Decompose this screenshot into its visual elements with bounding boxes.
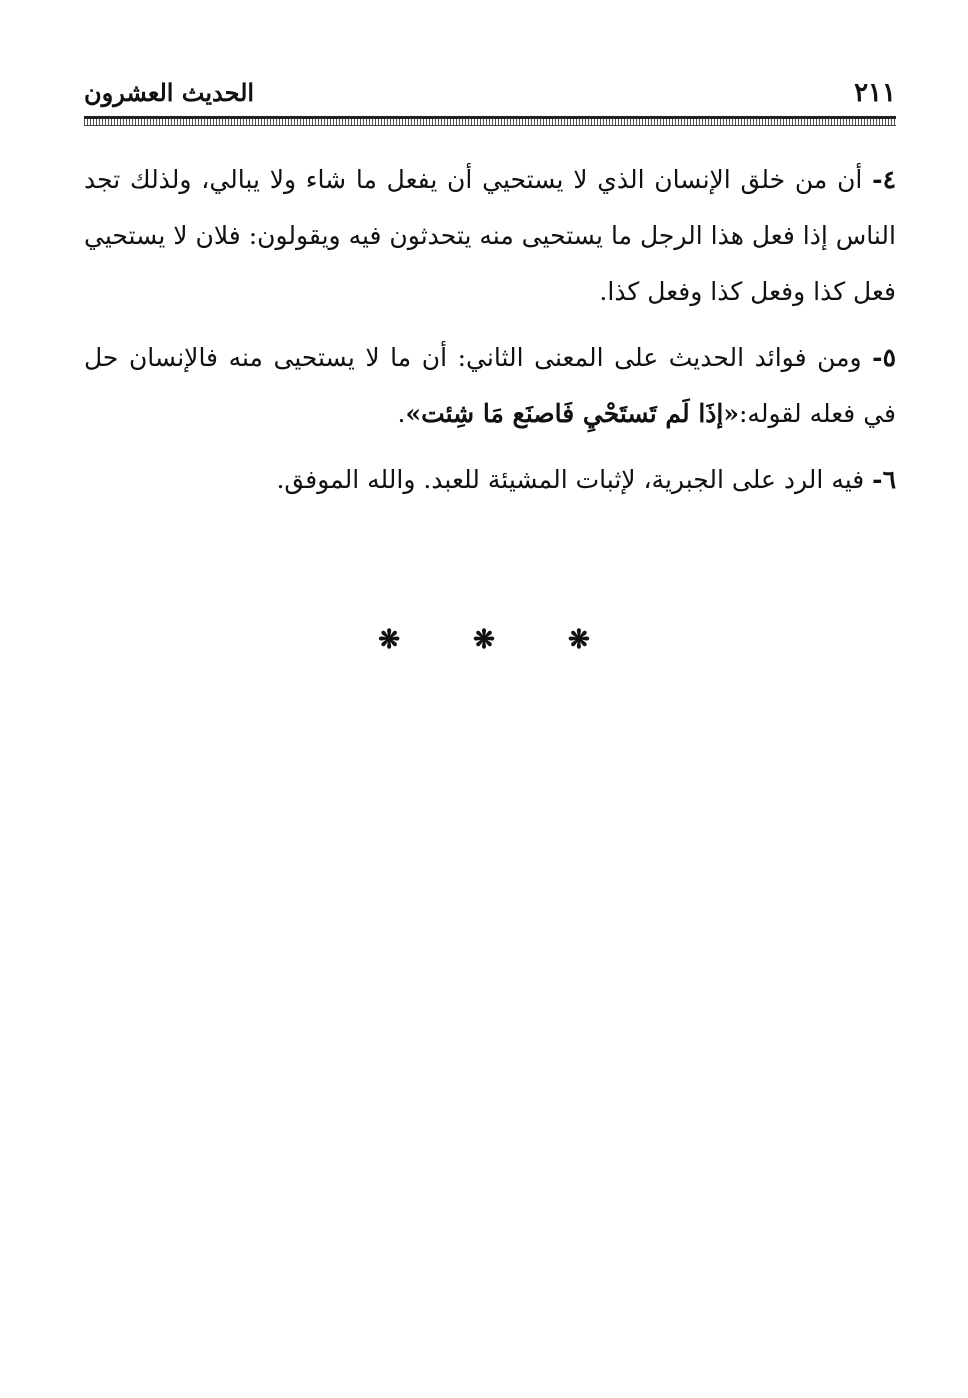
asterism-icon: ❋ <box>378 625 401 655</box>
section-separator <box>0 625 968 655</box>
paragraph-text: ومن فوائد الحديث على المعنى الثاني: أن ما لا يستحيى منه فالإنسان حل في فعله لقوله: <box>84 343 896 428</box>
item-number: ٤- <box>872 165 896 194</box>
hadith-quote: «إذَا لَم تَستَحْيِ فَاصنَع مَا شِئت» <box>405 399 739 428</box>
paragraph-5 <box>84 330 896 442</box>
asterism-icon: ❋ <box>567 625 590 655</box>
item-number: ٥- <box>872 343 896 372</box>
header-divider <box>84 116 896 126</box>
asterism-icon: ❋ <box>473 625 495 655</box>
paragraph-6 <box>84 452 896 508</box>
page-number: ٢١١ <box>854 78 896 108</box>
body-text <box>84 152 896 518</box>
paragraph-4 <box>84 152 896 320</box>
paragraph-text: أن من خلق الإنسان الذي لا يستحيي أن يفعل ما شاء ولا يبالي، ولذلك تجد الناس إذا فعل هذا الرجل ما يستحيى منه يتحدثون فيه ويقولون: فلان لا يستحيي فعل كذا وفعل كذا وفعل كذا. <box>84 165 896 306</box>
paragraph-end: . <box>397 399 406 428</box>
paragraph-text: فيه الرد على الجبرية، لإثبات المشيئة للعبد. والله الموفق. <box>276 465 865 494</box>
running-title: الحديث العشرون <box>84 78 255 107</box>
page-header <box>84 72 896 116</box>
item-number: ٦- <box>872 465 896 494</box>
